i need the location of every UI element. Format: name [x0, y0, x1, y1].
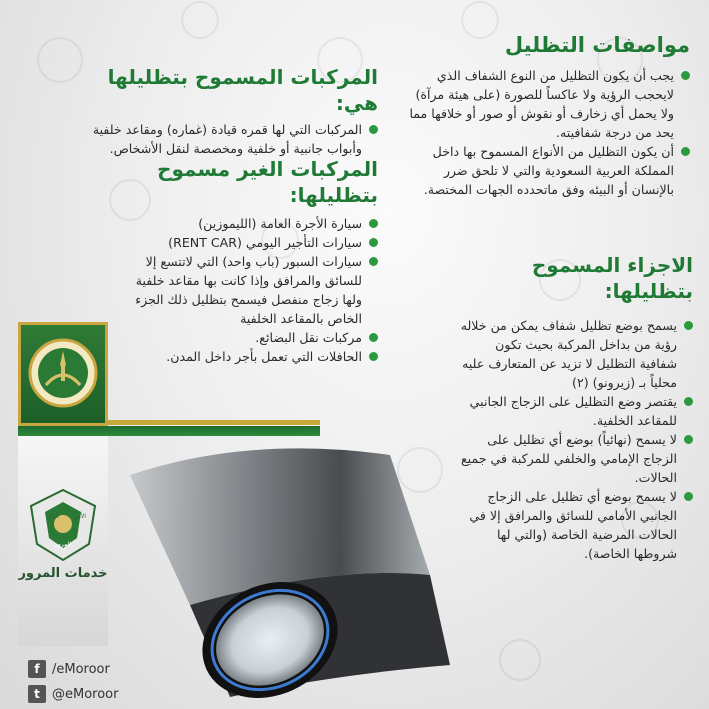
- allowed-vehicles-title: المركبات المسموح بتظليلها هي:: [107, 65, 378, 115]
- list-item: يقتصر وضع التظليل على الزجاج الجانبي للمقاعد الخلفية.: [455, 392, 693, 430]
- list-item: لا يسمح (نهائياً) بوضع أي تظليل على الزجاج الإمامي والخلفي للمركبة في جميع الحالات.: [455, 430, 693, 487]
- list-item: سيارات السبور (باب واحد) التي لاتتسع إلا للسائق والمرافق وإذا كانت بها مقاعد خلفية ولها زجاج منفصل فيسمح بتظليل ذلك الجزء الخاص بالمقاعد الخلفية: [130, 252, 378, 328]
- list-item: لا يسمح بوضع أي تظليل على الزجاج الجانبي الأمامي للسائق والمرافق إلا في الحالات المرضية الخاصة (والتي لها شروطها الخاصة).: [455, 487, 693, 563]
- forbidden-vehicles-section: [130, 156, 378, 366]
- badge-bottom-text: المرور: [55, 541, 72, 548]
- allowed-parts-list: [455, 316, 693, 563]
- twitter-handle: @eMoroor: [52, 686, 119, 702]
- list-item: يسمح بوضع تظليل شفاف يمكن من خلاله رؤية من بداخل المركبة بحيث تكون شفافية التظليل لا تزيد عن المتعارف عليه محلياً بـ (زيرونو) (٢): [455, 316, 693, 392]
- bullet-icon: [684, 492, 693, 501]
- facebook-icon: f: [28, 660, 46, 678]
- facebook-link[interactable]: [28, 659, 110, 679]
- bullet-icon: [684, 435, 693, 444]
- badge-right-text: الأمن: [73, 513, 86, 520]
- traffic-services-panel: [18, 436, 108, 646]
- tint-film-roll-image: [130, 435, 460, 705]
- twitter-icon: t: [28, 685, 46, 703]
- bullet-icon: [369, 125, 378, 134]
- forbidden-vehicles-list: [130, 214, 378, 366]
- allowed-vehicles-list: [60, 120, 378, 158]
- list-item: المركبات التي لها قمره قيادة (غماره) ومقاعد خلفية وأبواب جانبية أو خلفية ومخصصة لنقل الأشخاص.: [60, 120, 378, 158]
- bullet-icon: [684, 397, 693, 406]
- service-label: خدمات المرور: [18, 566, 108, 581]
- list-item: مركبات نقل البضائع.: [130, 328, 378, 347]
- allowed-parts-section: [455, 252, 693, 563]
- list-item: الحافلات التي تعمل بأجر داخل المدن.: [130, 347, 378, 366]
- bullet-icon: [369, 352, 378, 361]
- bullet-icon: [681, 147, 690, 156]
- bullet-icon: [369, 257, 378, 266]
- spec-list: [400, 66, 690, 199]
- list-item: يجب أن يكون التظليل من النوع الشفاف الذي لايحجب الرؤية ولا عاكساً للصورة (على هيئة مرآة) ولا يحمل أي زخارف أو نقوش أو صور أو خلافها مما يحد من درجة شفافيته.: [400, 66, 690, 142]
- list-item: أن يكون التظليل من الأنواع المسموح بها داخل المملكة العربية السعودية والتي لا تلحق ضرر بالإنسان أو البيئه وفق ماتحدده الجهات المختصة.: [400, 142, 690, 199]
- list-item: سيارة الأجرة العامة (الليموزين): [130, 214, 378, 233]
- bullet-icon: [369, 219, 378, 228]
- twitter-link[interactable]: [28, 684, 118, 704]
- saudi-emblem-icon: [28, 335, 98, 411]
- traffic-badge-icon: [23, 488, 103, 562]
- spec-title: مواصفات التظليل: [504, 33, 690, 57]
- spec-section: [400, 32, 690, 199]
- forbidden-vehicles-title: المركبات الغير مسموح بتظليلها:: [157, 157, 378, 207]
- facebook-handle: /eMoroor: [52, 661, 110, 677]
- allowed-parts-title: الاجزاء المسموح بتظليلها:: [531, 253, 693, 303]
- bullet-icon: [681, 71, 690, 80]
- bullet-icon: [369, 333, 378, 342]
- saudi-emblem-box: [18, 322, 108, 426]
- bullet-icon: [369, 238, 378, 247]
- badge-left-text: العام: [47, 513, 59, 520]
- allowed-vehicles-section: [60, 64, 378, 158]
- list-item: سيارات التأجير اليومي (RENT CAR): [130, 233, 378, 252]
- bullet-icon: [684, 321, 693, 330]
